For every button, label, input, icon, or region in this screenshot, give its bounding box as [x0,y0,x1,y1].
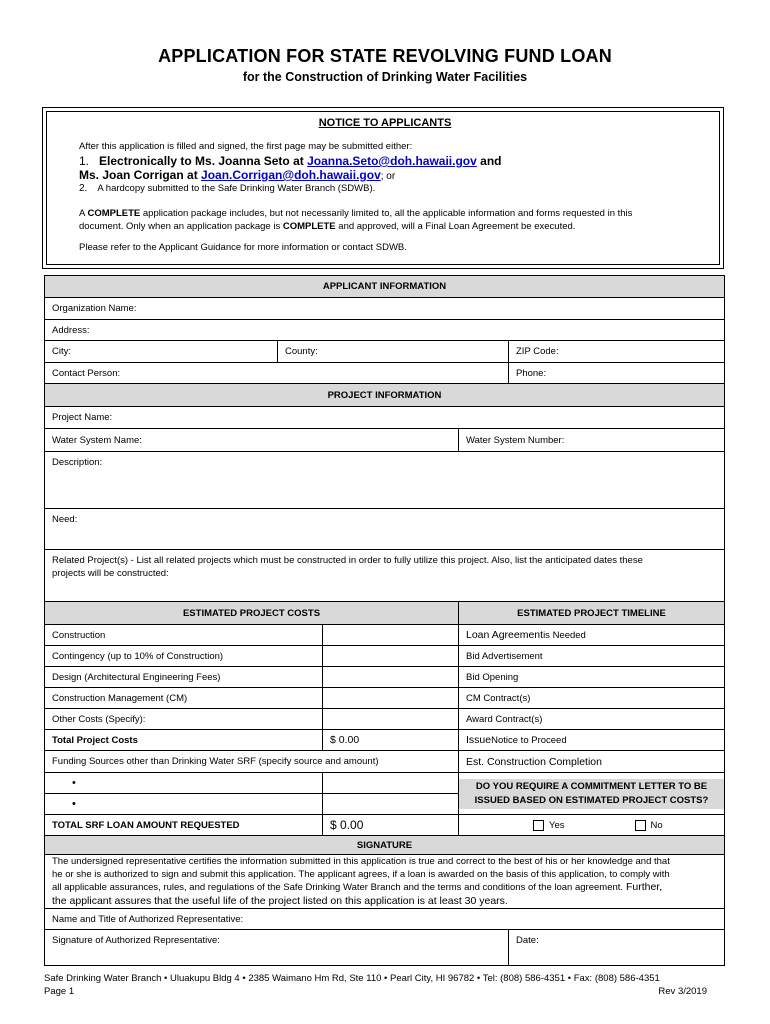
timeline-header-label: ESTIMATED PROJECT TIMELINE [458,602,724,624]
funding-amount-1[interactable] [323,773,458,794]
related-projects-field[interactable] [45,550,724,601]
total-costs-label: Total Project Costs [52,734,138,746]
signature-header-label: SIGNATURE [45,836,724,854]
description-field[interactable]: Description: [52,457,103,468]
design-amount[interactable] [322,667,458,687]
issue-ntp-label [458,730,724,750]
phone-field[interactable]: Phone: [508,363,724,383]
certification-line1: The undersigned representative certifies the information submitted in this application is true and correct to the best of his or her knowledge and that [52,856,670,867]
notice-item-1 [79,154,501,168]
design-label: Design (Architectural Engineering Fees) [52,671,221,683]
project-name-field[interactable]: Project Name: [52,412,113,423]
cm-contracts-label: CM Contract(s) [458,688,724,708]
complete-word: COMPLETE [87,208,141,219]
srf-loan-label: TOTAL SRF LOAN AMOUNT REQUESTED [52,819,240,831]
cost-row-design [44,667,725,688]
cost-row-funding [44,751,725,773]
total-costs-value: $ 0.00 [322,730,458,750]
complete-word-2: COMPLETE [282,221,336,232]
cost-row-contingency [44,646,725,667]
funding-bullet-1[interactable]: • [45,773,322,794]
related-projects-row [44,550,725,602]
city-row [44,341,725,363]
no-checkbox[interactable] [635,820,646,831]
notice-item-2 [79,183,375,194]
water-system-name-field[interactable]: Water System Name: [52,434,142,446]
complete-line2-a: document. Only when an application package is [79,221,283,232]
certification-line3b: Further, [623,881,663,893]
applicant-header-label: APPLICANT INFORMATION [45,276,724,297]
county-field[interactable]: County: [277,341,508,362]
email-link-joanna[interactable]: Joanna.Seto@doh.hawaii.gov [307,154,477,168]
representative-name-field[interactable]: Name and Title of Authorized Representative: [52,913,244,925]
application-form [44,275,725,966]
notice-intro: After this application is filled and signed, the first page may be submitted either: [79,141,413,152]
issue-text-b: Notice to Proceed [491,734,567,746]
management-amount[interactable] [322,688,458,708]
organization-row [44,298,725,320]
water-system-row [44,429,725,452]
email-link-joan[interactable]: Joan.Corrigan@doh.hawaii.gov [201,168,381,182]
description-row [44,452,725,509]
other-costs-label: Other Costs (Specify): [52,713,146,725]
certification-line4: the applicant assures that the useful life of the project listed on this application is at least 30 years. [52,894,508,907]
signature-row [44,930,725,966]
footer-address: Safe Drinking Water Branch • Uluakupu Bldg 4 • 2385 Waimano Hm Rd, Ste 110 • Pearl City, HI 96782 • Tel: (808) 586-4351 • Fax: (808) 586-4351 [44,973,660,984]
costs-timeline-header [44,602,725,625]
loan-agreement-label [458,625,724,645]
related-projects-line1: Related Project(s) - List all related projects which must be constructed in order to fully utilize this project. Also, list the anticipated dates these [52,555,643,566]
notice-item-2-number: 2. [79,183,88,194]
cost-row-construction [44,625,725,646]
commitment-question-cell [458,773,724,814]
contact-field[interactable]: Contact Person: [52,367,121,379]
no-label: No [650,819,663,831]
notice-item-2-text: A hardcopy submitted to the Safe Drinking Water Branch (SDWB). [97,183,376,194]
notice-item-1-prefix: Electronically to Ms. Joanna Seto at [99,154,308,168]
notice-item-1-line2 [79,168,395,182]
zip-field[interactable]: ZIP Code: [508,341,724,362]
other-costs-amount[interactable] [322,709,458,729]
complete-text-a: A [79,208,88,219]
page-title: APPLICATION FOR STATE REVOLVING FUND LOAN [158,46,612,66]
footer-revision: Rev 3/2019 [658,986,707,997]
yes-checkbox[interactable] [533,820,544,831]
management-label: Construction Management (CM) [52,692,188,704]
funding-amount-2[interactable] [323,794,458,815]
certification-line2: he or she is authorized to sign and submit this application. The applicant agrees, if a loan is awarded on the basis of this application, to comply with [52,868,670,880]
date-field[interactable]: Date: [508,930,724,965]
project-header-label: PROJECT INFORMATION [45,384,724,406]
cost-row-total [44,730,725,751]
notice-complete-line1 [79,208,632,219]
funding-sources-label: Funding Sources other than Drinking Water SRF (specify source and amount) [52,756,379,767]
city-field[interactable]: City: [52,346,71,357]
notice-refer: Please refer to the Applicant Guidance for more information or contact SDWB. [79,242,407,253]
project-section-header [44,384,725,407]
notice-complete-line2 [79,221,575,232]
bid-opening-label: Bid Opening [458,667,724,687]
commitment-answer [458,815,724,835]
applicant-section-header [44,275,725,298]
funding-bullets-row [44,773,725,815]
footer-page: Page 1 [44,986,75,997]
related-projects-line2: projects will be constructed: [52,568,169,579]
project-name-row [44,407,725,429]
bid-advertisement-label: Bid Advertisement [458,646,724,666]
contingency-label: Contingency (up to 10% of Construction) [52,650,224,662]
contact-row [44,363,725,384]
commitment-question-line2: ISSUED BASED ON ESTIMATED PROJECT COSTS? [474,795,709,806]
certification-row [44,855,725,909]
srf-loan-row [44,815,725,836]
certification-text [45,855,724,908]
complete-text-b: application package includes, but not necessarily limited to, all the applicable information and forms requested in this [140,208,633,219]
organization-field[interactable]: Organization Name: [52,303,137,314]
notice-title: NOTICE TO APPLICANTS [318,117,452,129]
funding-bullets-col1 [45,773,322,814]
need-row [44,509,725,550]
notice-item-1-and: and [476,154,502,168]
notice-item-1-line2-prefix: Ms. Joan Corrigan at [79,168,202,182]
loan-agreement-text-a: Loan Agreement [466,629,544,641]
loan-agreement-text-b: is Needed [543,629,586,641]
cost-row-other [44,709,725,730]
award-contracts-label: Award Contract(s) [458,709,724,729]
yes-label: Yes [549,819,565,831]
issue-text-a: Issue [466,734,492,746]
water-system-number-field[interactable]: Water System Number: [458,429,724,451]
certification-line3a: all applicable assurances, rules, and regulations of the Safe Drinking Water Branch and the terms and conditions of the loan agreement. [52,882,624,893]
costs-header-label: ESTIMATED PROJECT COSTS [45,602,458,624]
address-row [44,320,725,341]
contingency-amount[interactable] [322,646,458,666]
signature-field[interactable]: Signature of Authorized Representative: [52,935,220,946]
need-field[interactable]: Need: [52,514,78,525]
notice-item-1-line2-suffix: ; or [380,171,396,182]
completion-label: Est. Construction Completion [458,751,724,772]
address-field[interactable]: Address: [52,324,90,336]
representative-name-row [44,909,725,930]
cost-row-management [44,688,725,709]
signature-section-header [44,836,725,855]
construction-label: Construction [52,629,106,641]
notice-item-1-number: 1. [79,154,90,168]
complete-line2-b: and approved, will a Final Loan Agreement be executed. [335,221,576,232]
page-subtitle: for the Construction of Drinking Water Facilities [242,70,528,84]
funding-bullet-2[interactable]: • [72,798,76,810]
funding-bullets-col2 [322,773,458,814]
srf-loan-value: $ 0.00 [322,815,458,835]
commitment-question-line1: DO YOU REQUIRE A COMMITMENT LETTER TO BE [475,781,708,792]
construction-amount[interactable] [322,625,458,645]
commitment-question [459,779,724,809]
